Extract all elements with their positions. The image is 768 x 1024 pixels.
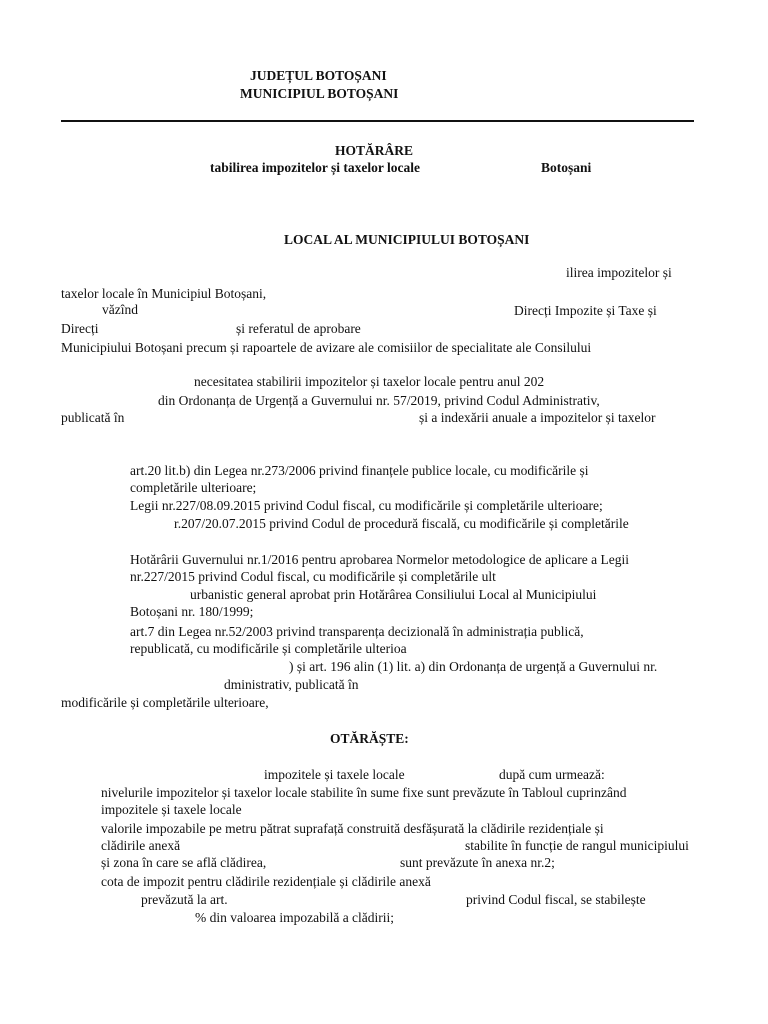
legal-basis-line: nr.227/2015 privind Codul fiscal, cu modificările și completările ult <box>130 569 496 584</box>
preamble-line: ilirea impozitelor și <box>566 265 672 280</box>
decides-heading: OTĂRĂȘTE: <box>330 731 409 746</box>
article-line: privind Codul fiscal, se stabilește <box>466 892 646 907</box>
article-line: valorile impozabile pe metru pătrat suprafață construită desfășurată la clădirile rezidențiale și <box>101 821 604 836</box>
legal-basis-line: r.207/20.07.2015 privind Codul de procedură fiscală, cu modificările și completările <box>174 516 629 531</box>
preamble-line: din Ordonanța de Urgență a Guvernului nr. 57/2019, privind Codul Administrativ, <box>158 393 600 408</box>
preamble-line: Direcți <box>61 321 99 336</box>
preamble-line: și a indexării anuale a impozitelor și taxelor <box>419 410 656 425</box>
legal-basis-line: republicată, cu modificările și completările ulterioa <box>130 641 407 656</box>
article-line: impozitele și taxele locale <box>101 802 242 817</box>
legal-basis-line: Legii nr.227/08.09.2015 privind Codul fiscal, cu modificările și completările ulterioare; <box>130 498 603 513</box>
legal-basis-line: art.7 din Legea nr.52/2003 privind transparența decizională în administrația publică, <box>130 624 584 639</box>
article-line: impozitele și taxele locale <box>264 767 405 782</box>
preamble-line: și referatul de aprobare <box>236 321 361 336</box>
preamble-line: taxelor locale în Municipiul Botoșani, <box>61 286 267 301</box>
article-line: după cum urmează: <box>499 767 605 782</box>
article-line: stabilite în funcție de rangul municipiului <box>465 838 689 853</box>
legal-basis-line: urbanistic general aprobat prin Hotărârea Consiliului Local al Municipiului <box>190 587 597 602</box>
preamble-line: publicată în <box>61 410 125 425</box>
county-heading: JUDEȚUL BOTOȘANI <box>250 68 387 83</box>
article-line: nivelurile impozitelor și taxelor locale stabilite în sume fixe sunt prevăzute în Tabloul cuprinzând <box>101 785 627 800</box>
article-line: clădirile anexă <box>101 838 181 853</box>
legal-basis-line: art.20 lit.b) din Legea nr.273/2006 privind finanțele publice locale, cu modificările și <box>130 463 589 478</box>
legal-basis-line: Hotărârii Guvernului nr.1/2016 pentru aprobarea Normelor metodologice de aplicare a Legii <box>130 552 629 567</box>
legal-basis-line: ) și art. 196 alin (1) lit. a) din Ordonanța de urgență a Guvernului nr. <box>289 659 658 674</box>
preamble-line: Direcți Impozite și Taxe și <box>514 303 657 318</box>
decision-title: HOTĂRÂRE <box>335 143 414 158</box>
article-line: prevăzută la art. <box>141 892 228 907</box>
decision-subject: tabilirea impozitelor și taxelor locale <box>210 160 420 175</box>
municipality-heading: MUNICIPIUL BOTOȘANI <box>240 86 399 101</box>
legal-basis-line: completările ulterioare; <box>130 480 257 495</box>
preamble-line: Municipiului Botoșani precum și rapoartele de avizare ale comisiilor de specialitate ale Consilului <box>61 340 592 355</box>
decision-place: Botoșani <box>541 160 592 175</box>
preamble-line: văzînd <box>102 302 138 317</box>
article-line: sunt prevăzute în anexa nr.2; <box>400 855 555 870</box>
preamble-line: necesitatea stabilirii impozitelor și taxelor locale pentru anul 202 <box>194 374 545 389</box>
article-line: % din valoarea impozabilă a clădirii; <box>195 910 395 925</box>
legal-basis-line: modificările și completările ulterioare, <box>61 695 269 710</box>
article-line: cota de impozit pentru clădirile rezidențiale și clădirile anexă <box>101 874 431 889</box>
header-divider <box>61 120 694 122</box>
article-line: și zona în care se află clădirea, <box>101 855 267 870</box>
legal-basis-line: Botoșani nr. 180/1999; <box>130 604 254 619</box>
council-heading: LOCAL AL MUNICIPIULUI BOTOȘANI <box>284 232 530 247</box>
legal-basis-line: dministrativ, publicată în <box>224 677 359 692</box>
